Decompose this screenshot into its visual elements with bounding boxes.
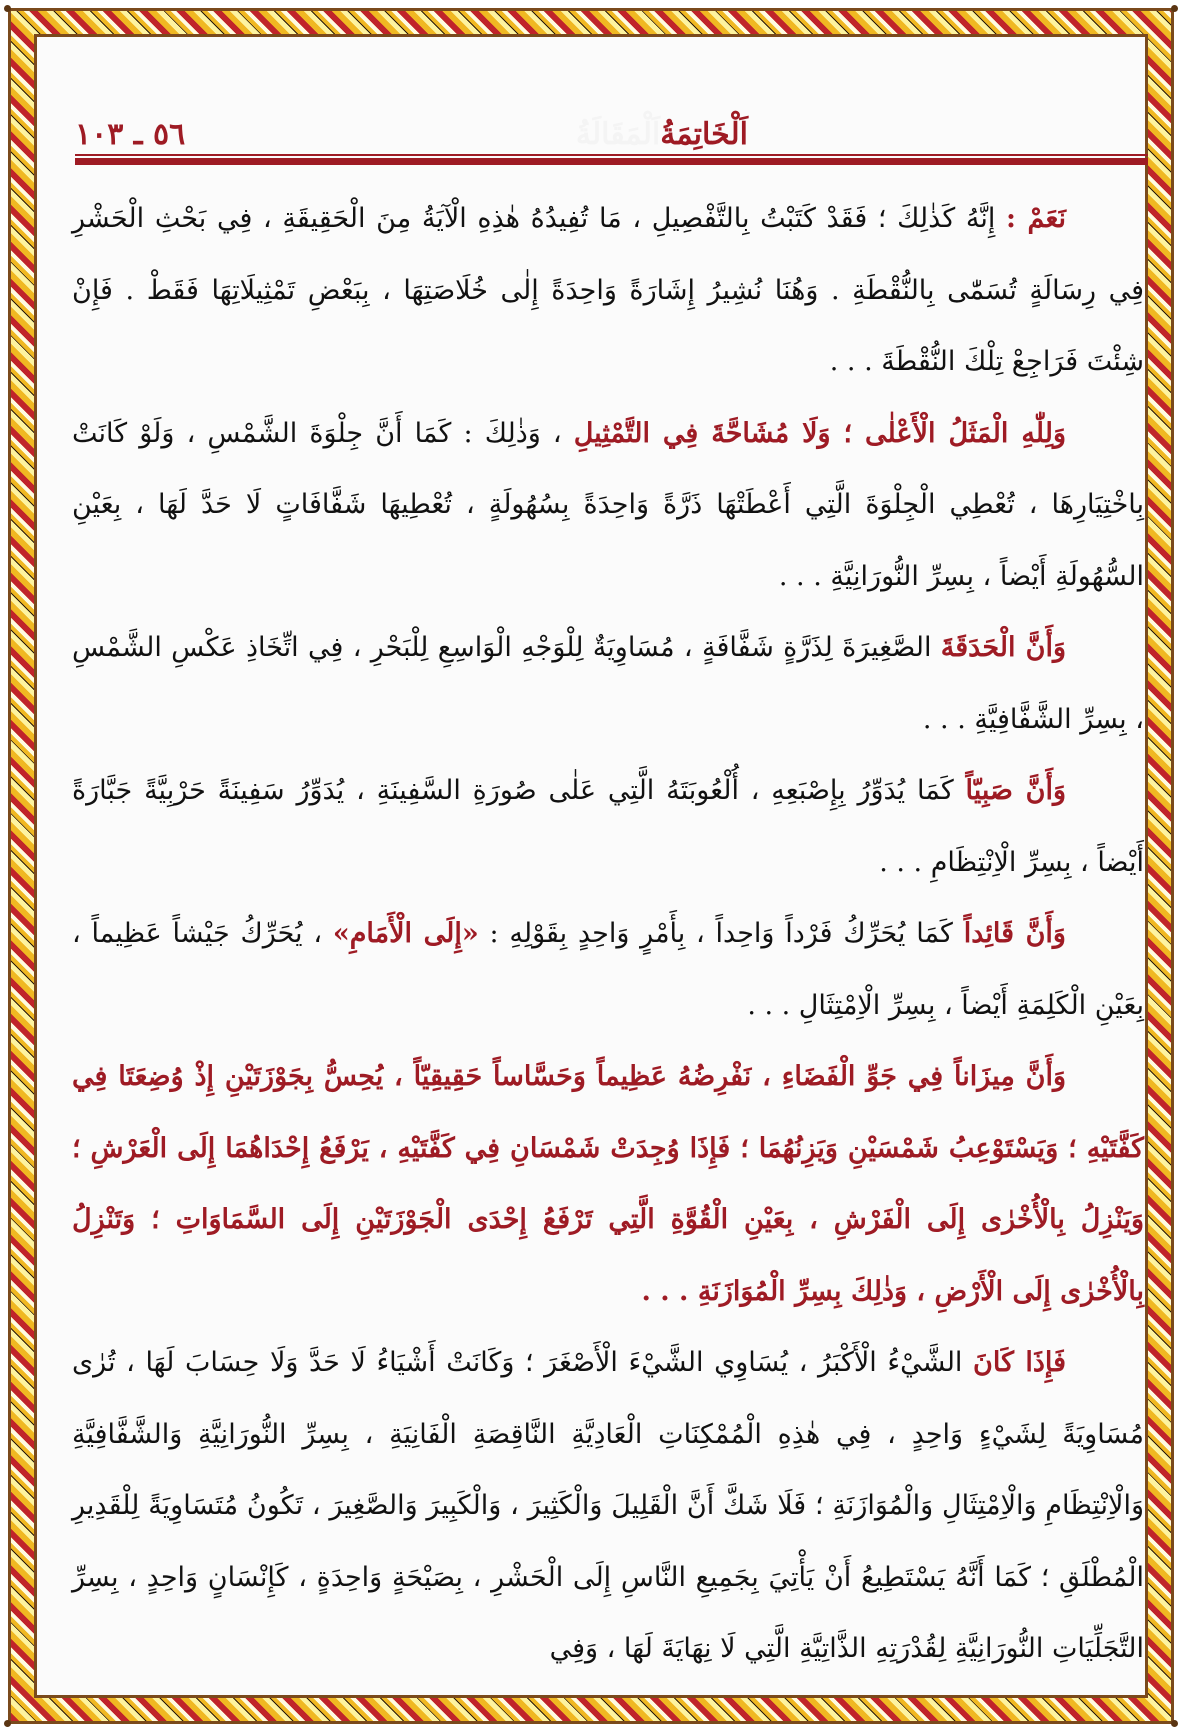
paragraph-text: الصَّغِيرَةَ لِذَرَّةٍ شَفَّافَةٍ ، مُسَاوِيَةٌ لِلْوَجْهِ الْوَاسِعِ لِلْبَحْرِ ، فِي اتِّخَاذِ عَكْسِ الشَّمْسِ ، بِسِرِّ الشَّفَّافِيَّةِ . . . xyxy=(72,632,1144,735)
paragraph-highlighted: وَأَنَّ مِيزَاناً فِي جَوِّ الْفَضَاءِ ، نَفْرِضُهُ عَظِيماً وَحَسَّاساً حَقِيقِيّاً ، يُحِسُّ بِجَوْزَتَيْنِ إِذْ وُضِعَتَا فِي كَفَّتَيْهِ ؛ وَيَسْتَوْعِبُ شَمْسَيْنِ وَيَزِنُهُمَا ؛ فَإِذَا وُجِدَتْ شَمْسَانِ فِي كَفَّتَيْهِ ، يَرْفَعُ إِحْدَاهُمَا إِلَى الْعَرْشِ ؛ وَيَنْزِلُ بِالْأُخْرٰى إِلَى الْفَرْشِ ، بِعَيْنِ الْقُوَّةِ الَّتِي تَرْفَعُ إِحْدَى الْجَوْزَتَيْنِ إِلَى السَّمَاوَاتِ ؛ وَتَنْزِلُ بِالْأُخْرٰى إِلَى الْأَرْضِ ، وَذٰلِكَ بِسِرِّ الْمُوَازَنَةِ . . . xyxy=(72,1061,1144,1307)
paragraph-text: ، يُحَرِّكُ جَيْشاً عَظِيماً ، بِعَيْنِ الْكَلِمَةِ أَيْضاً ، بِسِرِّ الْاِمْتِثَالِ . . . xyxy=(72,918,1144,1021)
paragraph xyxy=(72,755,1144,898)
paragraph-lead: وَأَنَّ صَبِيّاً xyxy=(965,775,1066,806)
page xyxy=(40,40,1142,1692)
paragraph-lead: فَإِذَا كَانَ xyxy=(973,1347,1067,1378)
chapter-title-text: اَلْخَاتِمَةُ xyxy=(660,117,748,152)
chapter-title xyxy=(568,110,748,160)
ghost-title-text: اَلْمَقَالَةُ xyxy=(575,117,661,152)
paragraph-lead: وَلِلّٰهِ الْمَثَلُ الْأَعْلٰى ؛ وَلَا مُشَاحَّةَ فِي التَّمْثِيلِ xyxy=(573,417,1066,449)
corner-ornament xyxy=(1171,1720,1178,1727)
header-rule-thick xyxy=(75,158,1148,165)
header-rule-thin xyxy=(75,154,1148,156)
paragraph xyxy=(72,1327,1144,1685)
paragraph-text: كَمَا يُحَرِّكُ فَرْداً وَاحِداً ، بِأَمْرٍ وَاحِدٍ بِقَوْلِهِ : xyxy=(478,918,964,949)
quoted-command: «إِلَى الْأَمَامِ» xyxy=(332,918,479,949)
corner-ornament xyxy=(4,1720,11,1727)
paragraph-text: إِنَّهُ كَذٰلِكَ ؛ فَقَدْ كَتَبْتُ بِالتَّفْصِيلِ ، مَا تُفِيدُهُ هٰذِهِ الْآيَةُ مِنَ الْحَقِيقَةِ ، فِي بَحْثِ الْحَشْرِ فِي رِسَالَةٍ تُسَمّٰى بِالنُّقْطَةِ . وَهُنَا نُشِيرُ إِشَارَةً وَاحِدَةً إِلٰى خُلَاصَتِهَا ، بِبَعْضِ تَمْثِيلَاتِهَا فَقَطْ . فَإِنْ شِئْتَ فَرَاجِعْ تِلْكَ النُّقْطَةَ . . . xyxy=(72,203,1144,377)
paragraph-lead: نَعَمْ : xyxy=(1006,203,1066,234)
paragraph xyxy=(72,898,1144,1041)
body-text xyxy=(72,183,1144,1685)
page-range: ٥٦ ـ ١٠٣ xyxy=(75,117,186,152)
corner-ornament xyxy=(1171,5,1178,12)
paragraph-lead: وَأَنَّ الْحَدَقَةَ xyxy=(940,632,1067,663)
page-header xyxy=(75,110,1148,160)
paragraph-lead: وَأَنَّ قَائِداً xyxy=(963,918,1066,949)
paragraph-text: كَمَا يُدَوِّرُ بِإِصْبَعِهِ ، أُلْعُوبَتَهُ الَّتِي عَلٰى صُورَةِ السَّفِينَةِ ، يُدَوِّرُ سَفِينَةً حَرْبِيَّةً جَبَّارَةً أَيْضاً ، بِسِرِّ الْاِنْتِظَامِ . . . xyxy=(72,775,1144,878)
paragraph-text: الشَّيْءُ الْأَكْبَرُ ، يُسَاوِي الشَّيْءَ الْأَصْغَرَ ؛ وَكَانَتْ أَشْيَاءُ لَا حَدَّ وَلَا حِسَابَ لَهَا ، تُرٰى مُسَاوِيَةً لِشَيْءٍ وَاحِدٍ ، فِي هٰذِهِ الْمُمْكِنَاتِ الْعَادِيَّةِ النَّاقِصَةِ الْفَانِيَةِ ، بِسِرِّ النُّورَانِيَّةِ وَالشَّفَّافِيَّةِ وَالْاِنْتِظَامِ وَالْاِمْتِثَالِ وَالْمُوَازَنَةِ ؛ فَلَا شَكَّ أَنَّ الْقَلِيلَ وَالْكَثِيرَ ، وَالْكَبِيرَ وَالصَّغِيرَ ، تَكُونُ مُتَسَاوِيَةً لِلْقَدِيرِ الْمُطْلَقِ ؛ كَمَا أَنَّهُ يَسْتَطِيعُ أَنْ يَأْتِيَ بِجَمِيعِ النَّاسِ إِلَى الْحَشْرِ ، بِصَيْحَةٍ وَاحِدَةٍ ، كَإِنْسَانٍ وَاحِدٍ ، بِسِرِّ التَّجَلِّيَاتِ النُّورَانِيَّةِ لِقُدْرَتِهِ الذَّاتِيَّةِ الَّتِي لَا نِهَايَةَ لَهَا ، وَفِي xyxy=(72,1347,1144,1664)
paragraph xyxy=(72,183,1144,398)
paragraph-text: ، وَذٰلِكَ : كَمَا أَنَّ جِلْوَةَ الشَّمْسِ ، وَلَوْ كَانَتْ بِاخْتِيَارِهَا ، تُعْطِي الْجِلْوَةَ الَّتِي أَعْطَتْهَا ذَرَّةً وَاحِدَةً بِسُهُولَةٍ ، تُعْطِيهَا شَفَّافَاتٍ لَا حَدَّ لَهَا ، بِعَيْنِ السُّهُولَةِ أَيْضاً ، بِسِرِّ النُّورَانِيَّةِ . . . xyxy=(72,417,1144,592)
paragraph xyxy=(72,398,1144,613)
corner-ornament xyxy=(4,5,11,12)
paragraph xyxy=(72,612,1144,755)
